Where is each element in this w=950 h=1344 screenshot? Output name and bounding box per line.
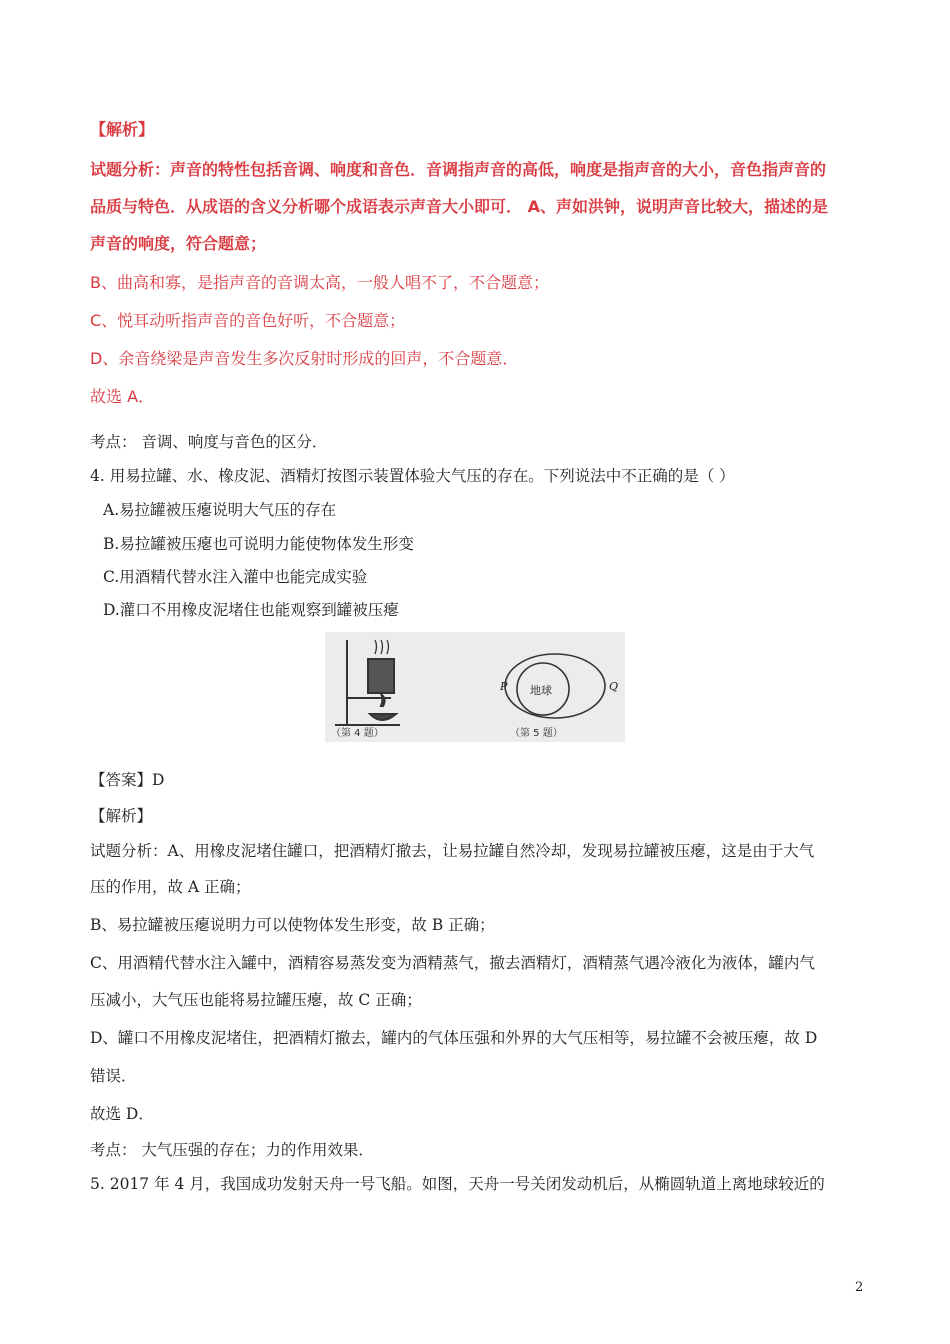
analysis-line: D、罐口不用橡皮泥堵住，把酒精灯撤去，罐内的气体压强和外界的大气压相等，易拉罐不会被压瘪，故 D	[90, 1029, 818, 1047]
caption-5: （第 5 题）	[510, 728, 563, 739]
steam-icon	[375, 640, 389, 654]
analysis-line: B、易拉罐被压瘪说明力可以使物体发生形变，故 B 正确；	[90, 916, 495, 934]
burner-icon	[370, 714, 396, 720]
point-p-label: P	[500, 680, 508, 693]
option-d: D.灌口不用橡皮泥堵住也能观察到罐被压瘪	[103, 601, 399, 619]
question-stem: 4. 用易拉罐、水、橡皮泥、酒精灯按图示装置体验大气压的存在。下列说法中不正确的是（ ）	[90, 467, 735, 485]
point-q-label: Q	[609, 680, 619, 693]
kaodian-1: 考点： 音调、响度与音色的区分．	[90, 433, 328, 451]
kaodian-2: 考点： 大气压强的存在；力的作用效果．	[90, 1141, 374, 1159]
figure-drawing	[325, 632, 625, 742]
analysis-line: B、曲高和寡，是指声音的音调太高，一般人唱不了，不合题意；	[90, 273, 549, 292]
analysis-line: 压减小，大气压也能将易拉罐压瘪，故 C 正确；	[90, 991, 422, 1009]
analysis-header: 【解析】	[90, 807, 153, 825]
question-5-stem: 5. 2017 年 4 月，我国成功发射天舟一号飞船。如图，天舟一号关闭发动机后，从椭圆轨道上离地球较近的	[90, 1175, 825, 1193]
orbit-ellipse	[505, 654, 605, 718]
can-apparatus	[335, 640, 400, 725]
analysis-line: 故选 A．	[90, 387, 155, 406]
analysis-line: C、用酒精代替水注入罐中，酒精容易蒸发变为酒精蒸气，撤去酒精灯，酒精蒸气遇冷液化为液体，罐内气	[90, 954, 815, 972]
option-b: B.易拉罐被压瘪也可说明力能使物体发生形变	[103, 535, 414, 553]
analysis-header: 【解析】	[90, 120, 155, 139]
flame-icon	[381, 694, 385, 706]
page-number: 2	[855, 1280, 864, 1295]
analysis-line: 压的作用，故 A 正确；	[90, 878, 251, 896]
can-icon	[368, 659, 394, 693]
earth-label: 地球	[530, 684, 552, 697]
option-a: A.易拉罐被压瘪说明大气压的存在	[103, 501, 337, 519]
option-c: C.用酒精代替水注入灌中也能完成实验	[103, 568, 368, 586]
analysis-line: 声音的响度，符合题意；	[90, 234, 267, 253]
answer-4: 【答案】D	[90, 771, 165, 789]
analysis-line: 试题分析：A、用橡皮泥堵住罐口，把酒精灯撤去，让易拉罐自然冷却，发现易拉罐被压瘪，这是由于大气	[90, 842, 815, 860]
analysis-line: 试题分析：声音的特性包括音调、响度和音色．音调指声音的高低，响度是指声音的大小，音色指声音的	[90, 160, 827, 179]
analysis-line: 错误．	[90, 1067, 137, 1085]
analysis-line: D、余音绕梁是声音发生多次反射时形成的回声，不合题意．	[90, 349, 519, 368]
analysis-line: C、悦耳动听指声音的音色好听，不合题意；	[90, 311, 406, 330]
caption-4: （第 4 题）	[331, 728, 384, 739]
analysis-line: 品质与特色．从成语的含义分析哪个成语表示声音大小即可． A、声如洪钟，说明声音比较大，描述的是	[90, 197, 828, 216]
analysis-line: 故选 D．	[90, 1105, 154, 1123]
question-figure	[325, 632, 625, 742]
